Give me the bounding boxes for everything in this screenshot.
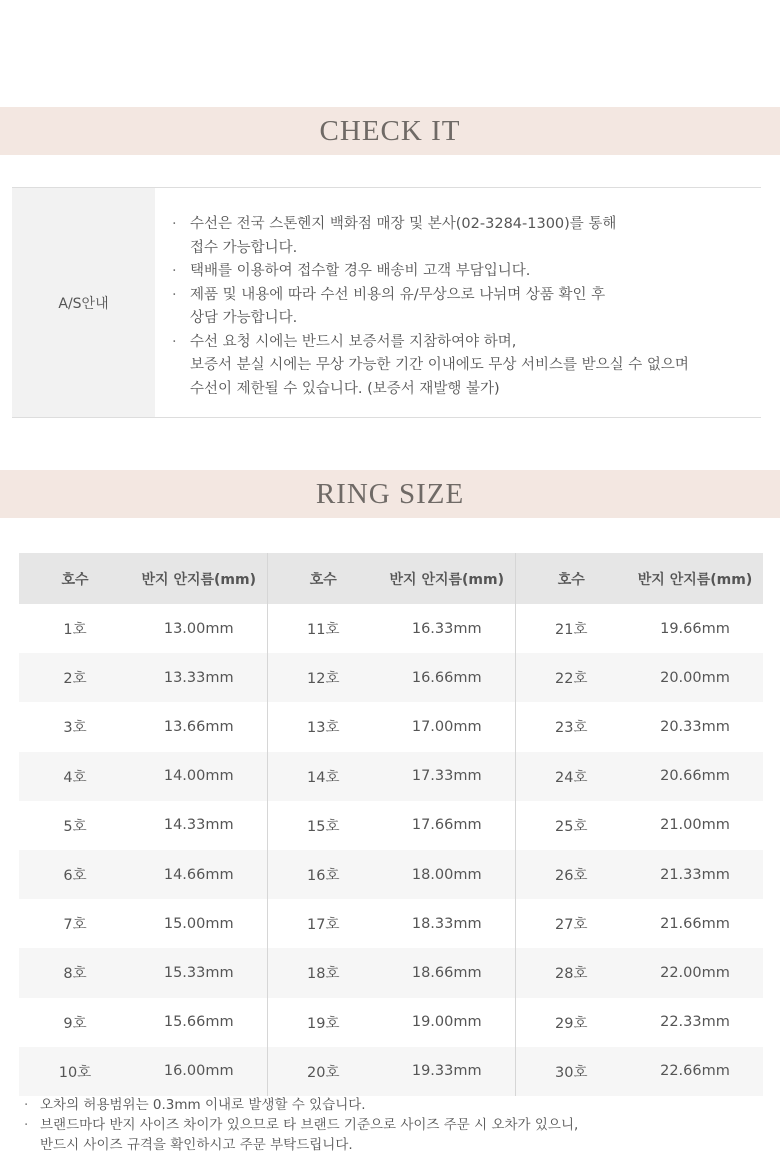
cell-inner-diameter: 15.33mm: [131, 948, 267, 997]
as-info-item: · 수선은 전국 스톤헨지 백화점 매장 및 본사(02-3284-1300)를 통해 접수 가능합니다.: [172, 213, 757, 260]
ring-size-header: [0, 470, 780, 518]
cell-size-no: 30호: [515, 1047, 627, 1096]
cell-size-no: 21호: [515, 604, 627, 653]
as-info-box: [12, 187, 761, 418]
size-note: · 브랜드마다 반지 사이즈 차이가 있으므로 타 브랜드 기준으로 사이즈 주문 시 오차가 있으니, 반드시 사이즈 규격을 확인하시고 주문 부탁드립니다.: [24, 1115, 764, 1155]
cell-inner-diameter: 20.33mm: [660, 718, 730, 735]
cell-size-no: 1호: [63, 622, 87, 639]
cell-size-no: 12호: [267, 653, 379, 702]
col-header-inner-diameter: 반지 안지름(mm): [131, 553, 267, 604]
cell-size-no: 25호: [515, 801, 627, 850]
col-header-inner-diameter: 반지 안지름(mm): [627, 553, 763, 604]
table-header-row: [19, 553, 763, 604]
table-row: [19, 801, 763, 850]
col-header-inner-diameter: 반지 안지름(mm): [379, 553, 515, 604]
cell-inner-diameter: 16.33mm: [411, 620, 482, 637]
check-it-title: CHECK IT: [319, 114, 461, 147]
table-row: [19, 850, 763, 899]
cell-size-no: 26호: [515, 850, 627, 899]
table-row: [19, 702, 763, 751]
cell-inner-diameter: 13.66mm: [163, 718, 234, 735]
cell-size-no: 19호: [267, 998, 379, 1047]
cell-size-no: 15호: [267, 801, 379, 850]
cell-inner-diameter: 17.66mm: [411, 817, 482, 834]
cell-size-no: 24호: [515, 752, 627, 801]
table-row: [19, 1047, 763, 1096]
check-it-header: [0, 107, 780, 155]
cell-size-no: 29호: [515, 998, 627, 1047]
col-header-size-no: 호수: [267, 553, 379, 604]
cell-inner-diameter: 14.33mm: [163, 817, 234, 834]
ring-size-table-body: [19, 604, 763, 1096]
cell-size-no: 27호: [515, 899, 627, 948]
col-header-size-no: 호수: [19, 553, 131, 604]
cell-size-no: 7호: [63, 917, 87, 934]
cell-size-no: 14호: [267, 752, 379, 801]
cell-inner-diameter: 18.33mm: [411, 915, 482, 932]
cell-size-no: 18호: [267, 948, 379, 997]
cell-size-no: 3호: [63, 720, 87, 737]
cell-size-no: 6호: [19, 850, 131, 899]
cell-inner-diameter: 22.33mm: [660, 1014, 730, 1031]
cell-size-no: 23호: [515, 702, 627, 751]
cell-size-no: 22호: [515, 653, 627, 702]
cell-inner-diameter: 18.00mm: [379, 850, 515, 899]
cell-inner-diameter: 13.00mm: [163, 620, 234, 637]
cell-size-no: 10호: [19, 1047, 131, 1096]
as-info-list: [172, 213, 757, 401]
cell-inner-diameter: 18.66mm: [379, 948, 515, 997]
cell-inner-diameter: 16.66mm: [379, 653, 515, 702]
table-row: [19, 752, 763, 801]
cell-size-no: 11호: [267, 604, 379, 653]
cell-size-no: 8호: [19, 948, 131, 997]
cell-inner-diameter: 14.00mm: [131, 752, 267, 801]
cell-inner-diameter: 15.66mm: [163, 1014, 234, 1031]
as-label-cell: [12, 188, 155, 417]
cell-inner-diameter: 20.00mm: [627, 653, 763, 702]
size-note: · 오차의 허용범위는 0.3mm 이내로 발생할 수 있습니다.: [24, 1095, 764, 1115]
cell-inner-diameter: 20.66mm: [627, 752, 763, 801]
col-header-size-no: 호수: [515, 553, 627, 604]
cell-size-no: 2호: [19, 653, 131, 702]
table-row: [19, 948, 763, 997]
table-row: [19, 653, 763, 702]
cell-inner-diameter: 22.66mm: [627, 1047, 763, 1096]
cell-size-no: 28호: [515, 948, 627, 997]
cell-inner-diameter: 21.00mm: [660, 817, 730, 834]
cell-inner-diameter: 19.66mm: [660, 620, 730, 637]
table-row: [19, 899, 763, 948]
cell-inner-diameter: 17.33mm: [379, 752, 515, 801]
cell-inner-diameter: 17.00mm: [411, 718, 482, 735]
cell-size-no: 9호: [63, 1015, 87, 1032]
as-info-item: · 택배를 이용하여 접수할 경우 배송비 고객 부담입니다.: [172, 260, 757, 284]
cell-size-no: 13호: [267, 702, 379, 751]
ring-size-title: RING SIZE: [315, 477, 465, 510]
cell-inner-diameter: 22.00mm: [627, 948, 763, 997]
table-row: [19, 998, 763, 1047]
size-notes: [24, 1095, 764, 1155]
cell-size-no: 4호: [19, 752, 131, 801]
cell-inner-diameter: 21.33mm: [627, 850, 763, 899]
as-label: A/S안내: [58, 295, 109, 312]
cell-inner-diameter: 16.00mm: [131, 1047, 267, 1096]
cell-inner-diameter: 14.66mm: [131, 850, 267, 899]
cell-inner-diameter: 15.00mm: [163, 915, 234, 932]
cell-inner-diameter: 13.33mm: [131, 653, 267, 702]
as-info-item: · 제품 및 내용에 따라 수선 비용의 유/무상으로 나뉘며 상품 확인 후 상담 가능합니다.: [172, 284, 757, 331]
cell-inner-diameter: 21.66mm: [660, 915, 730, 932]
cell-size-no: 16호: [267, 850, 379, 899]
cell-size-no: 5호: [63, 818, 87, 835]
ring-size-table: [19, 553, 763, 1096]
as-info-item: · 수선 요청 시에는 반드시 보증서를 지참하여야 하며, 보증서 분실 시에는 무상 가능한 기간 이내에도 무상 서비스를 받으실 수 없으며 수선이 제한될 수 있습니다. (보증서 재발행 불가): [172, 331, 757, 402]
cell-size-no: 20호: [267, 1047, 379, 1096]
cell-size-no: 17호: [267, 899, 379, 948]
cell-inner-diameter: 19.00mm: [411, 1014, 482, 1031]
cell-inner-diameter: 19.33mm: [379, 1047, 515, 1096]
table-row: [19, 604, 763, 653]
